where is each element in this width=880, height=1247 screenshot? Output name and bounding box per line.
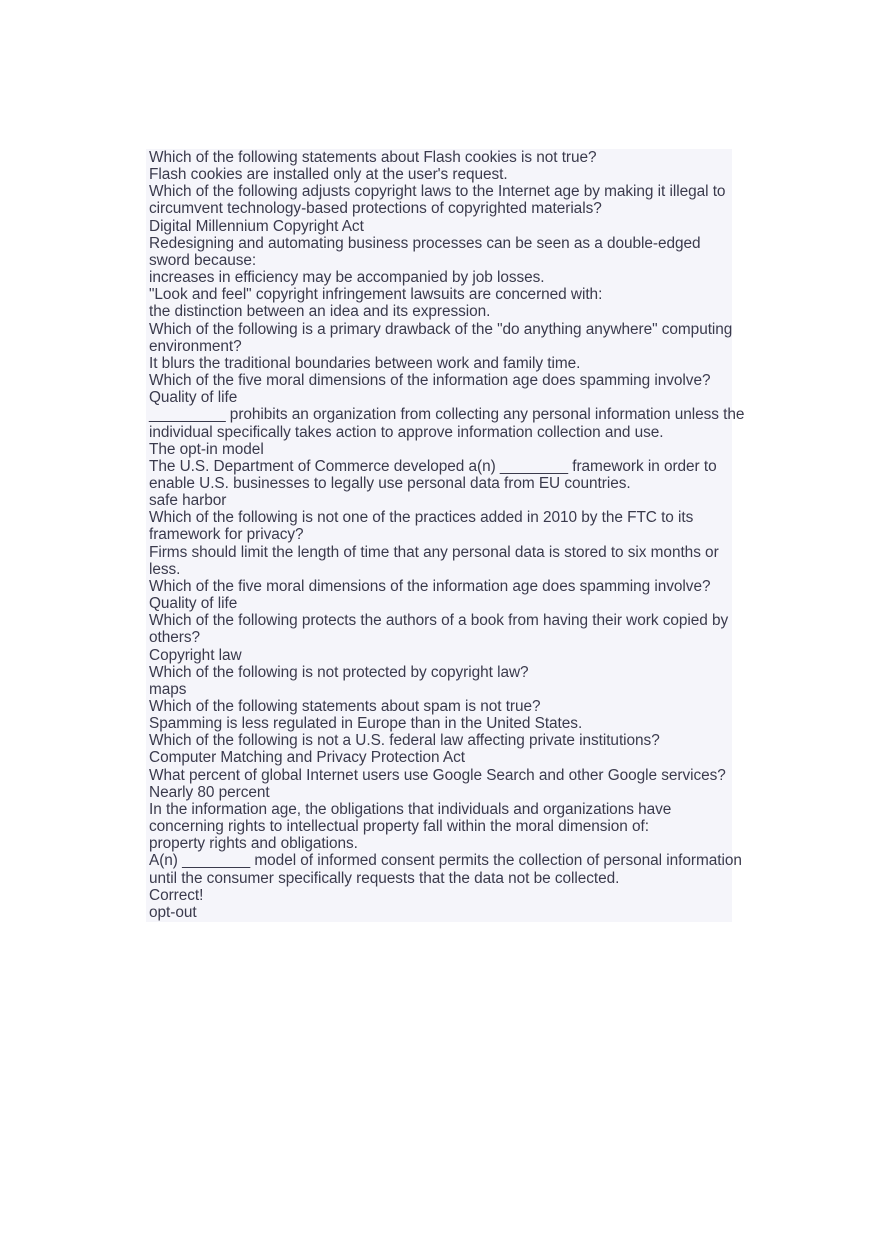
text-line: Which of the following is a primary drawback of the "do anything anywhere" computing [149,320,733,338]
text-line: framework for privacy? [149,526,304,544]
text-line: Firms should limit the length of time that any personal data is stored to six months or [149,543,719,561]
text-line: Which of the following statements about spam is not true? [149,698,541,715]
text-line: In the information age, the obligations that individuals and organizations have [149,800,672,818]
text-line: A(n) ________ model of informed consent permits the collection of personal information [149,852,742,870]
text-line: Copyright law [149,646,242,664]
text-line: opt-out [149,903,197,921]
text-line: Which of the following is not a U.S. federal law affecting private institutions? [149,732,660,750]
text-line: Which of the five moral dimensions of the information age does spamming involve? [149,577,711,595]
text-line: Correct! [149,886,204,904]
text-line: property rights and obligations. [149,835,358,853]
text-line: What percent of global Internet users use Google Search and other Google services? [149,766,726,784]
text-line: circumvent technology-based protections of copyrighted materials? [149,200,602,218]
text-line: Which of the following adjusts copyright laws to the Internet age by making it illegal to [149,183,726,201]
text-line: others? [149,629,200,647]
text-line: enable U.S. businesses to legally use personal data from EU countries. [149,474,631,492]
text-line: _________ prohibits an organization from collecting any personal information unless the [149,406,745,424]
text-line: Spamming is less regulated in Europe than in the United States. [149,715,583,733]
text-line: Flash cookies are installed only at the user's request. [149,166,508,184]
text-line: The U.S. Department of Commerce developed a(n) ________ framework in order to [149,457,717,475]
text-line: Which of the following protects the authors of a book from having their work copied by [149,612,729,630]
text-line: environment? [149,337,242,355]
text-line: less. [149,560,181,578]
text-line: Which of the following is not one of the practices added in 2010 by the FTC to its [149,509,694,527]
text-line: Nearly 80 percent [149,783,270,801]
text-line: Quality of life [149,595,238,613]
text-line: the distinction between an idea and its expression. [149,303,491,321]
quiz-text-block [146,149,745,922]
text-line: increases in efficiency may be accompanied by job losses. [149,269,545,287]
text-line: The opt-in model [149,440,264,458]
text-line: Quality of life [149,389,238,407]
text-line: individual specifically takes action to approve information collection and use. [149,423,664,441]
text-line: Computer Matching and Privacy Protection Act [149,749,466,767]
text-line: until the consumer specifically requests that the data not be collected. [149,869,620,887]
text-line: concerning rights to intellectual property fall within the moral dimension of: [149,818,649,836]
text-line: Redesigning and automating business processes can be seen as a double-edged [149,234,701,252]
text-line: maps [149,680,187,698]
text-line: sword because: [149,251,257,269]
text-line: It blurs the traditional boundaries between work and family time. [149,354,581,372]
text-line: safe harbor [149,492,227,510]
text-line: Which of the following is not protected by copyright law? [149,663,529,681]
text-line: Which of the following statements about Flash cookies is not true? [149,149,597,166]
text-line: Digital Millennium Copyright Act [149,217,364,235]
text-line: "Look and feel" copyright infringement lawsuits are concerned with: [149,286,603,304]
text-line: Which of the five moral dimensions of the information age does spamming involve? [149,372,711,390]
